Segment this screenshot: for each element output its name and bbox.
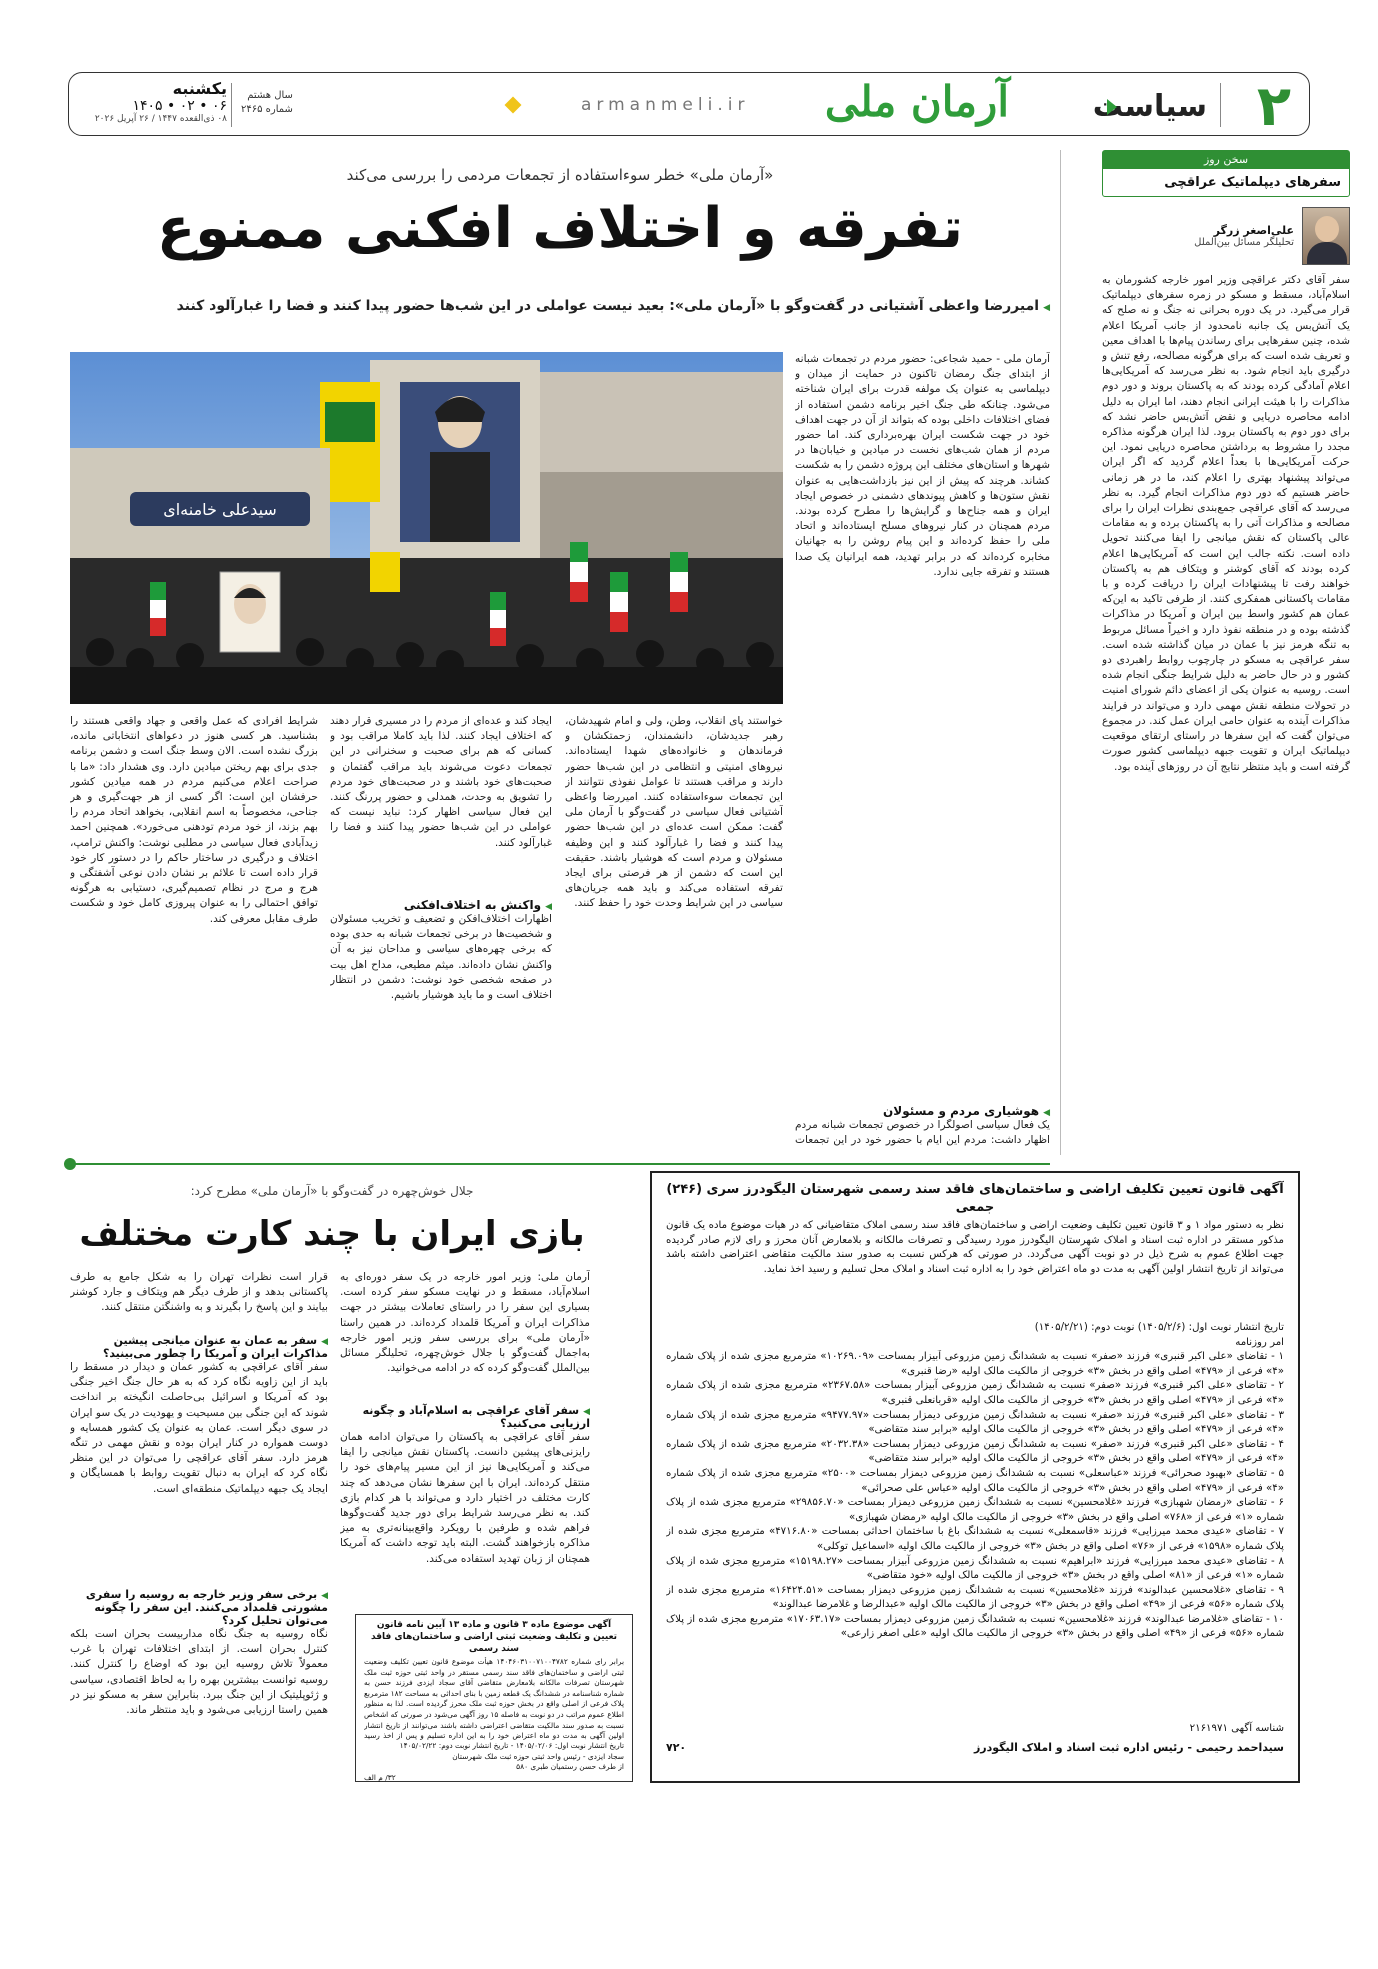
section-divider [70, 1163, 1050, 1165]
lead-col1-text: آرمان ملی - حمید شجاعی: حضور مردم در تجمعات شبانه از ابتدای جنگ رمضان تاکنون در حمایت از میدان و دیپلماسی به عنوان یک مولفه قدرت برای ایران شناخته می‌شود. چنانکه طی جنگ اخیر برنامه دشمن استفاده از فضای اختلافات داخلی بوده که بتواند از آن در جهت اهداف خود در جهت شکست ایران بهره‌برداری کند. اما حضور مردم از همان شب‌های نخست در میادین و خیابان‌ها در شهرها و استان‌های مختلف این پروژه دشمن را به شکست کشاند. هرچند که پیش از این نیز بازداشت‌هایی به عنوان نقش ستون‌ها و کاهش پیوندهای دشمنی در خصوص ایجاد ایران و همه جناح‌ها و گرایش‌ها را مطرح کرده بودند. مردم همچنان در کنار نیروهای مسلح ایستاده‌اند و اتحاد ملی را حفظ کرده‌اند و این پیام روشن را به جهانیان مخابره کرده‌اند که در برابر تهدید، همه ایرانیان یک صدا هستند و تفرقه جایی ندارد. [795, 353, 1050, 578]
legal-ad-item: ۵ - تقاضای «بهبود صحرائی» فرزند «عباسعلی» نسبت به ششدانگ زمین مزروعی دیمزار بمساحت «۲۵۰۰» مترمربع مجزی شده از پلاک شماره «۴» فرعی از «۴۷۹» اصلی واقع در بخش «۳» خروجی از مالکیت مالک اولیه «عباس علی صحرائی» [666, 1467, 1284, 1494]
second-col1-sub-text: سفر آقای عراقچی به پاکستان را می‌توان ادامه همان رایزنی‌های پیشین دانست. پاکستان نقش میانجی را ایفا می‌کند و آمریکایی‌ها نیز از این مسیر پیام‌های خود را منتقل کرده‌اند. ایران با این سفرها نشان می‌دهد که چند کارت مختلف در اختیار دارد و می‌تواند با هر کدام بازی کند. به نظر می‌رسد شرایط برای دور جدید گفت‌وگوها فراهم شده و طرفین با رویکرد واقع‌بینانه‌تری به میز مذاکره بازخواهند گشت. البته باید توجه داشت که آمریکا همچنان از زبان تهدید استفاده می‌کند. [340, 1431, 590, 1565]
bullet-icon [541, 898, 552, 912]
lead-col3-text: ایجاد کند و عده‌ای از مردم را در مسیری قرار دهند که اختلاف ایجاد کنند. لذا باید کاملا مراقب بود و کسانی که هم برای صحبت و سخنرانی در این تجمعات دعوت می‌شوند باید مراقب گفتمان و صحبت‌های خود باشند و در صحبت‌های خود مردم را تشویق به وحدت، همدلی و حضور پررنگ کنند. این فعال سیاسی اظهار کرد: نباید نیست که عواملی در این شب‌ها حضور پیدا کنند و فضا را غبارآلود کنند. [330, 715, 552, 849]
bullet-icon [1039, 298, 1050, 314]
legal-ad-items [666, 1350, 1284, 1722]
author-block [1102, 207, 1350, 265]
rally-illustration [70, 352, 783, 704]
author-photo [1302, 207, 1350, 265]
legal-ad-title: آگهی قانون تعیین تکلیف اراضی و ساختمان‌های فاقد سند رسمی شهرستان الیگودرز سری (۲۴۶) جمعی [666, 1182, 1284, 1215]
legal-ad-item: ۹ - تقاضای «غلامحسین عبدالوند» فرزند «غلامحسین» نسبت به ششدانگ زمین مزروعی دیمزار بمساحت «۱۶۴۲۴.۵۱» مترمربع مجزی شده از پلاک شماره «۵۶» فرعی از «۴۹» اصلی واقع در بخش «۳» خروجی از مالکیت مالک اولیه «عبدالرضا و غلامرضا عبدالوند» [666, 1584, 1284, 1611]
subhead-text: سفر به عمان به عنوان میانجی پیشین مذاکرات ایران و آمریکا را چطور می‌بینید؟ [102, 1334, 328, 1360]
second-col2-text: قرار است نظرات تهران را به شکل جامع به طرف پاکستانی بدهد و از طرف دیگر هم ویتکاف و جارد کوشنر بیایند و این پاسخ را بگیرند و به واشنگتن منتقل کنند. [70, 1271, 328, 1314]
legal-ad-item: ۴ - تقاضای «علی اکبر قنبری» فرزند «صفر» نسبت به ششدانگ زمین مزروعی دیمزار بمساحت «۲۰۳۲.۳۸» مترمربع مجزی شده از پلاک شماره «۴» فرعی از «۴۷۹» اصلی واقع در بخش «۳» خروجی از مالکیت مالک اولیه «برابر سند متقاضی» [666, 1438, 1284, 1465]
legal-ad-item: ۲ - تقاضای «علی اکبر قنبری» فرزند «صفر» نسبت به ششدانگ زمین مزروعی آبیزار بمساحت «۲۳۶۷.۵۸» مترمربع مجزی شده از پلاک شماره «۴» فرعی از «۴۷۹» اصلی واقع در بخش «۳» خروجی از مالکیت مالک اولیه «قربانعلی قنبری» [666, 1380, 1284, 1406]
lead-col1-subhead [795, 1104, 1050, 1118]
lead-col3-subhead [330, 898, 552, 912]
second-col2-sub2-text: نگاه روسیه به جنگ نگاه مداربیست بحران است بلکه کنترل بحران است. از ابتدای اختلافات تهران با غرب معمولاً تلاش روسیه این بود که اوضاع را کنترل کنند. روسیه توانست بیشترین بهره را به لحاظ اقتصادی، سیاسی و ژئوپلیتیک از این جنگ ببرد. بنابراین سفر به مسکو نیز در همین راستا ارزیابی می‌شود و باید منتظر ماند. [70, 1628, 328, 1717]
opinion-box [1102, 150, 1350, 197]
lead-subhead-text: امیررضا واعظی آشتیانی در گفت‌وگو با «آرمان ملی»: بعید نیست عواملی در این شب‌ها حضور پیدا کنند و فضا را غبارآلود کنند [176, 298, 1040, 314]
legal-ad-footer [666, 1741, 1284, 1754]
bullet-icon [317, 1588, 328, 1601]
legal-ad-item: ۶ - تقاضای «رمضان شهبازی» فرزند «غلامحسین» نسبت به ششدانگ زمین مزروعی دیمزار بمساحت «۲۹۸۵۶.۷۰» مترمربع مجزی شده از پلاک شماره «۱» فرعی از «۷۶۸» اصلی واقع در بخش «۳» خروجی از مالکیت مالک اولیه «رمضان شهبازی» [666, 1497, 1284, 1523]
legal-ad-item: ۱۰ - تقاضای «غلامرضا عبدالوند» فرزند «غلامحسین» نسبت به ششدانگ زمین مزروعی دیمزار بمساحت «۱۷۰۶۳.۱۷» مترمربع مجزی شده از پلاک شماره «۵۶» فرعی از «۴۹» اصلی واقع در بخش «۳» خروجی از مالکیت مالک اولیه «علی اصغر زارعی» [666, 1613, 1284, 1640]
legal-ad-number: ۷۲۰ [666, 1740, 687, 1754]
lead-subhead [70, 298, 1050, 314]
second-column-1 [340, 1270, 590, 1610]
diamond-icon [505, 97, 522, 114]
lead-column-3 [330, 714, 552, 1154]
divider [231, 83, 232, 127]
second-col2-subhead-2 [70, 1588, 328, 1627]
bullet-icon [579, 1404, 590, 1417]
opinion-title: سفرهای دیپلماتیک عراقچی [1164, 175, 1341, 190]
opinion-tab: سخن روز [1103, 151, 1349, 169]
lead-headline: تفرقه و اختلاف افکنی ممنوع [157, 196, 963, 261]
subhead-text: هوشیاری مردم و مسئولان [883, 1104, 1040, 1118]
small-ad-dates: تاریخ انتشار نوبت اول: ۱۴۰۵/۰۲/۰۶ - تاریخ انتشار نوبت دوم: ۱۴۰۵/۰۲/۲۲ [399, 1741, 624, 1750]
second-column-2 [70, 1270, 328, 1786]
lead-column-1 [795, 352, 1050, 1148]
legal-ad-item: ۷ - تقاضای «عیدی محمد میرزایی» فرزند «قاسمعلی» نسبت به ششدانگ باغ با ساختمان احداثی بمساحت «۴۷۱۶.۸۰» مترمربع مجزی شده از پلاک شماره «۱۵۹۸» فرعی از «۷۶» اصلی واقع در بخش «۳» خروجی از مالکیت مالک اولیه «اسماعیل توکلی» [666, 1526, 1284, 1552]
logo: آرمان ملی [824, 77, 1009, 126]
legal-ad-dates: تاریخ انتشار نوبت اول: (۱۴۰۵/۲/۶) نوبت دوم: (۱۴۰۵/۲/۲۱) [1034, 1322, 1284, 1333]
website[interactable]: armanmeli.ir [581, 95, 750, 115]
second-col1-text: آرمان ملی: وزیر امور خارجه در یک سفر دوره‌ای به اسلام‌آباد، مسقط و در نهایت مسکو سفر کرده است. بسیاری این سفر را در راستای تعاملات بیشتر در جهت مذاکرات ایران و آمریکا قلمداد کرده‌اند. در همین راستا «آرمان ملی» برای بررسی سفر وزیر امور خارجه به‌اجمال گفت‌وگو با جلال خوش‌چهره، تحلیلگر مسائل بین‌الملل گفت‌وگو کرده که در ادامه می‌خوانید. [340, 1271, 590, 1375]
second-col2-subhead [70, 1334, 328, 1360]
year-label: سال هشتم [247, 90, 293, 101]
subhead-text: واکنش به اختلاف‌افکنی [403, 898, 542, 912]
date-other: ۰۸ ذی‌القعده ۱۴۴۷ / ۲۶ آپریل ۲۰۲۶ [94, 114, 227, 124]
small-ad-sign-1: سجاد ایزدی - رئیس واحد ثبتی حوزه ثبت ملک شهرستان [452, 1751, 624, 1761]
small-ad-number: ۳۲/ م الف [364, 1772, 396, 1782]
second-headline: بازی ایران با چند کارت مختلف [79, 1214, 585, 1254]
legal-ad-code: شناسه آگهی ۲۱۶۱۹۷۱ [1189, 1723, 1284, 1735]
second-kicker: جلال خوش‌چهره در گفت‌وگو با «آرمان ملی» مطرح کرد: [190, 1184, 474, 1198]
section-number: ۲ [1256, 74, 1291, 139]
legal-ad-signature: سیداحمد رحیمی - رئیس اداره ثبت اسناد و املاک الیگودرز [973, 1740, 1284, 1754]
second-col1-subhead [340, 1404, 590, 1430]
photo-banner: سیدعلی خامنه‌ای [163, 500, 277, 519]
opinion-body: سفر آقای دکتر عراقچی وزیر امور خارجه کشورمان به اسلام‌آباد، مسقط و مسکو در زمره سفرهای دیپلماتیک قرار می‌گیرد. در یک دوره بحرانی نه جنگ و نه صلح که یک آتش‌بس یک جانبه نامحدود از جانب آمریکا اعلام شده، چنین سفرهایی برای رساندن پیام‌ها با اهداف معین و تعریف شده است که برای هرگونه مصالحه، رفع تنش و درگیری باید انجام شود. به نظر می‌رسد که آمریکایی‌ها اعلام آمادگی کرده بودند که به پاکستان بروند و دور دوم مذاکرات را با هیئت ایرانی انجام دهند، اما ایران به دلیل ادامه محاصره دریایی و نقض آتش‌بس حاضر نشد که برای دور دوم به پاکستان برود. لذا ایران هرگونه مذاکره مجدد را مشروط به برداشتن محاصره دریایی نمود. این حرکت آمریکایی‌ها با بعداً اعلام گردید که اگر ایران می‌تواند پیشنهاد بهتری را اعلام کند، ما در هر زمانی حاضر هستیم که دور دوم مذاکرات انجام گیرد. به نظر می‌رسد که آقای عراقچی جمع‌بندی نظرات ایران را برای مصالحه و مذاکرات آتی را به پاکستان برده و به مقامات عالی پاکستان که نقش میانجی را ایفا می‌کنند تحویل داده است. نکته جالب این است که آمریکایی‌ها اعلام کرده بودند که آقای کوشنر و ویتکاف هم به پاکستان خواهند رفت تا پیشنهادات ایران را دریافت کرده و با مقامات پاکستانی همفکری کنند. از طرفی تاکید به این‌که عمان هم کشور واسط بین ایران و آمریکا در مذاکرات گذشته بوده و در منطقه نفوذ دارد و اخیراً مسائل مربوط به تنگه هرمز نیز با عمان در میان گذاشته شده است. سفر عراقچی به مسکو در چارچوب روابط راهبردی دو کشور و در حال حاضر به دلیل شرایط جنگی انجام شده است. روسیه به عنوان یکی از اعضای دائم شورای امنیت در تحولات منطقه نقش مهمی دارد و می‌تواند در فرایند مذاکرات آینده به عنوان حامی ایران عمل کند. در مجموع می‌توان گفت که این سفرها در راستای ارتقای موقعیت دیپلماتیک ایران و تقویت جبهه دیپلماسی کشور صورت گرفته است و باید منتظر نتایج آن در روزهای آینده بود. [1102, 274, 1350, 773]
date-block [79, 79, 227, 124]
legal-ad-item: ۳ - تقاضای «علی اکبر قنبری» فرزند «صفر» نسبت به ششدانگ زمین مزروعی دیمزار بمساحت «۹۴۷۷.۹۷» مترمربع مجزی شده از پلاک شماره «۴» فرعی از «۴۷۹» اصلی واقع در بخش «۳» خروجی از مالکیت مالک اولیه «برابر سند متقاضی» [666, 1409, 1284, 1436]
bullet-icon [317, 1334, 328, 1347]
section-arrow-icon [1107, 99, 1117, 115]
lead-col3-sub-text: اظهارات اختلاف‌افکن و تضعیف و تخریب مسئولان و شخصیت‌ها در برخی تجمعات شبانه به حدی بوده که برخی چهره‌های سیاسی و مداحان نیز به آن واکنش نشان داده‌اند. میثم مطیعی، مداح اهل بیت در صفحه شخصی خود نوشت: دشمن در انتظار اختلاف است و ما باید هوشیار باشیم. [330, 913, 552, 1002]
divider [1220, 83, 1221, 127]
second-col2-sub-text: سفر آقای عراقچی به کشور عمان و دیدار در مسقط را باید از این زاویه نگاه کرد که به هر حال جنگ اخیر جنگی بود که آمریکا و اسرائیل بی‌حاصلت انگیخته بر انداخت شوند که این جنگی بین مسیحیت و یهودیت در یک سو ایران در سوی دیگر است. عمان به عنوان یک کشور همسایه و دوست همواره در کنار ایران بوده و نقش مهمی در تنگه هرمز دارد. سفر آقای عراقچی را می‌توان در این منظر نگاه کرد که ایران به دنبال تقویت روابط با همسایگان و ایجاد یک جبهه دیپلماتیک منطقه‌ای است. [70, 1361, 328, 1495]
subhead-text: برخی سفر وزیر خارجه به روسیه را سفری مشورتی قلمداد می‌کنند. این سفر را چگونه می‌توان تحلیل کرد؟ [85, 1588, 328, 1627]
masthead [68, 72, 1310, 139]
date-persian: ۰۶ • ۰۲ • ۱۴۰۵ [132, 98, 227, 114]
lead-photo [70, 352, 783, 704]
opinion-column [1102, 150, 1350, 1160]
lead-column-2: خواستند پای انقلاب، وطن، ولی و امام شهیدشان، رهبر جدیدشان، دانشمندان، زحمتکشان و فرماندهان و خانواده‌های شهدا ایستاده‌اند. نیروهای امنیتی و انتظامی در این شب‌ها حضور دارند و مراقب هستند تا عوامل نفوذی نتوانند از این تجمعات سوءاستفاده کنند. امیررضا واعظی آشتیانی فعال سیاسی در گفت‌وگو با آرمان ملی گفت: ممکن است عده‌ای در این شب‌ها حضور پیدا کنند و فضا را غبارآلود کنند و این وظیفه مسئولان و مردم است که هوشیار باشند. حقیقت این است که دشمن از هر فرصتی برای ایجاد تفرقه استفاده می‌کند و باید همه جریان‌های سیاسی در این شرایط وحدت خود را حفظ کنند. [565, 715, 783, 910]
author-role: تحلیلگر مسائل بین‌الملل [1194, 237, 1294, 248]
small-legal-ad [355, 1614, 633, 1782]
weekday: یکشنبه [172, 79, 227, 98]
issue-info [241, 89, 293, 117]
legal-ad-intro: نظر به دستور مواد ۱ و ۳ قانون تعیین تکلیف وضعیت اراضی و ساختمان‌های فاقد سند رسمی املاک متقاضیانی که در هیات موضوع ماده یک قانون مذکور مستقر در اداره ثبت اسناد و املاک شهرستان الیگودرز مورد رسیدگی و تصرفات مالکانه و بلامعارض آنان محرز و رای لازم صادر گردیده جهت اطلاع عموم به شرح ذیل در دو نوبت آگهی می‌گردد. در صورتی که هرکس نسبت به صدور سند مالکیت متقاضی اعتراضی داشته باشد می‌تواند از تاریخ انتشار اولین آگهی به مدت دو ماه اعتراض خود را به اداره ثبت اسناد و املاک محل تسلیم و رسید اخذ نماید. [666, 1220, 1284, 1275]
author-name: علی‌اصغر زرگر [1213, 224, 1294, 237]
column-rule [1060, 150, 1061, 1155]
legal-ad-subtitle: امر روزنامه [1235, 1336, 1284, 1348]
small-ad-title: آگهی موضوع ماده ۳ قانون و ماده ۱۳ آیین نامه قانون تعیین و تکلیف وضعیت ثبتی اراضی و ساختمان‌های فاقد سند رسمی [370, 1620, 618, 1654]
legal-ad-item: ۸ - تقاضای «عیدی محمد میرزایی» فرزند «ابراهیم» نسبت به ششدانگ زمین مزروعی آبیزار بمساحت «۱۵۱۹۸.۲۷» مترمربع مجزی شده از پلاک شماره «۱» فرعی از «۸۱» اصلی واقع در بخش «۳» خروجی از مالکیت مالک اولیه «خود متقاضی» [666, 1555, 1284, 1582]
author-text [1194, 224, 1294, 248]
subhead-text: سفر آقای عراقچی به اسلام‌آباد و چگونه ارزیابی می‌کنید؟ [362, 1404, 590, 1430]
lead-col1-sub-text: یک فعال سیاسی اصولگرا در خصوص تجمعات شبانه مردم اظهار داشت: مردم این ایام با حضور خود در این تجمعات [795, 1119, 1050, 1147]
lead-column-4: شرایط افرادی که عمل واقعی و جهاد واقعی هستند را بشناسید. هر کسی هنوز در دعواهای انتخاباتی مانده، بزرگ نشده است. الان وسط جنگ است و دشمن برنامه جدی برای بهم ریختن میادین دارد. وی هشدار داد: «ما با صراحت اعلام می‌کنیم مردم در همه میادین کشور حرفشان این است: اگر کسی از هر جهت‌گیری و هر جناحی، مخصوصاً به اسم انقلابی، بخواهد اتحاد مردم را بهم بزند، از خود مردم تودهنی می‌خورد». همچنین احمد زیدآبادی فعال سیاسی در مطلبی نوشت: واکنش ترامپ، اختلاف و درگیری در ساختار حاکم را در دستور کار خود قرار داده است تا علائم بر نشان دادن نوعی آشفتگی و هرج و مرج در نظام تصمیم‌گیری، دستیابی به هرگونه توافق احتمالی را به عنوان پیروزی کامل خود و شکست طرف مقابل معرفی کند. [70, 715, 318, 925]
divider-dot-icon [64, 1158, 76, 1170]
section-name: سیاست [1092, 89, 1207, 124]
bullet-icon [1039, 1104, 1050, 1118]
small-ad-sign-2: از طرف حسن رستمیان طبری ۵۸۰ [516, 1762, 624, 1772]
legal-ad-item: ۱ - تقاضای «علی اکبر قنبری» فرزند «صفر» نسبت به ششدانگ زمین مزروعی آبیزار بمساحت «۱۰۲۶۹.۰۹» مترمربع مجزی شده از پلاک شماره «۴» فرعی از «۴۷۹» اصلی واقع در بخش «۳» خروجی از مالکیت مالک اولیه «رضا قنبری» [666, 1351, 1284, 1377]
issue-label: شماره ۲۴۶۵ [241, 104, 293, 115]
small-ad-body: برابر رای شماره ۱۴۰۴۶۰۳۱۰۰۷۱۰۰۴۷۸۲ هیأت موضوع قانون تعیین تکلیف وضعیت ثبتی اراضی و ساختمان‌های فاقد سند رسمی مستقر در واحد ثبتی حوزه ثبت ملک شهرستان تصرفات مالکانه بلامعارض متقاضی آقای سجاد ایزدی فرزند حسن به شماره شناسنامه در ششدانگ یک قطعه زمین با بنای احداثی به مساحت ۱۸۲ مترمربع پلاک فرعی از اصلی واقع در بخش حوزه ثبت ملک محرز گردیده است. لذا به منظور اطلاع عموم مراتب در دو نوبت به فاصله ۱۵ روز آگهی می‌شود در صورتی که اشخاص نسبت به صدور سند مالکیت متقاضی اعتراضی داشته باشند می‌توانند از تاریخ انتشار اولین آگهی به مدت دو ماه اعتراض خود را به این اداره تسلیم و پس از اخذ رسید [364, 1657, 624, 1741]
lead-kicker: «آرمان ملی» خطر سوءاستفاده از تجمعات مردمی را بررسی می‌کند [346, 166, 774, 184]
legal-ad [650, 1171, 1300, 1783]
